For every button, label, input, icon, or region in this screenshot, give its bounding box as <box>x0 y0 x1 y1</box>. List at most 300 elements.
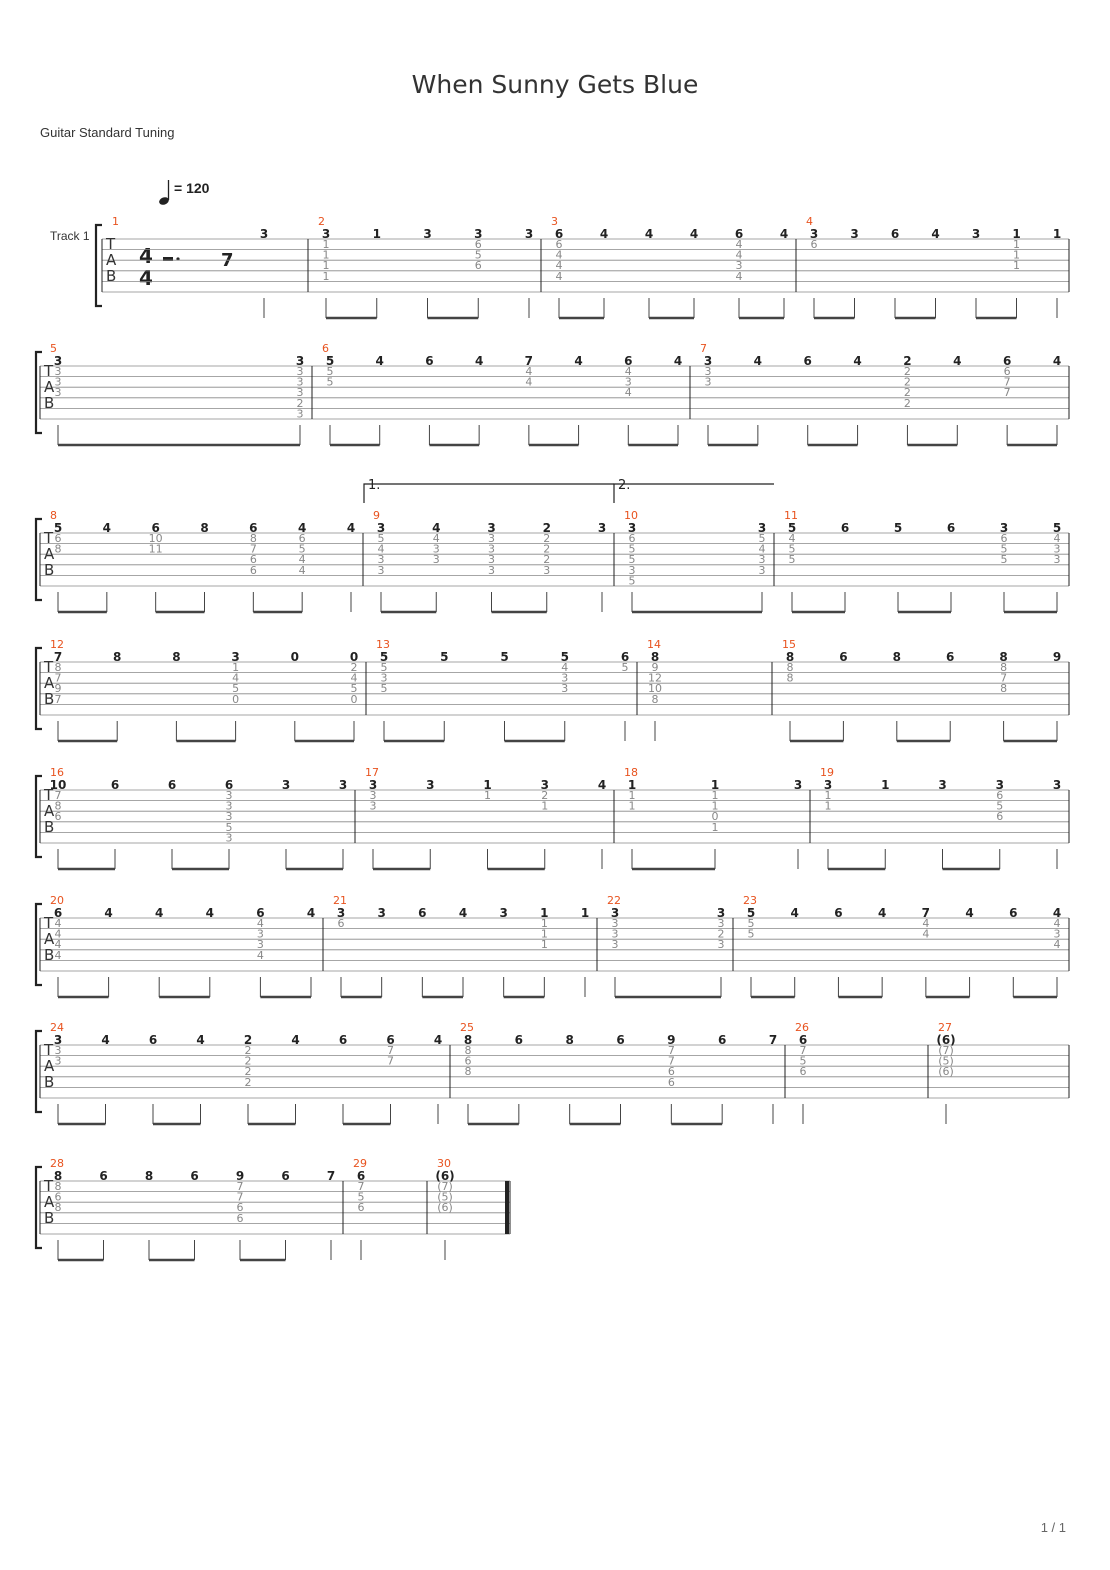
fret-number: 3 <box>369 799 377 813</box>
fret-number: 4 <box>555 269 563 283</box>
measure-number: 18 <box>624 766 638 779</box>
fret-number: 5 <box>232 682 240 696</box>
fret-number: 6 <box>256 906 265 920</box>
note-column <box>894 521 902 612</box>
fret-number: 5 <box>628 553 636 567</box>
time-signature-top: 4 <box>139 244 153 268</box>
fret-number: 7 <box>768 1033 778 1047</box>
fret-number: 8 <box>463 1033 473 1047</box>
fret-number: 7 <box>236 1190 244 1204</box>
fret-number: 3 <box>225 799 233 813</box>
note-column <box>965 906 973 997</box>
fret-number: 4 <box>735 269 743 283</box>
fret-number: 3 <box>338 778 348 792</box>
fret-number: 3 <box>259 227 269 241</box>
fret-number: 4 <box>953 354 962 368</box>
note-column <box>922 906 930 997</box>
note-column <box>369 778 377 869</box>
fret-number: 3 <box>850 227 859 241</box>
fret-number: 4 <box>525 365 533 378</box>
page-number: 1 / 1 <box>1040 1520 1066 1535</box>
note-column <box>464 1033 472 1124</box>
note-column <box>256 906 264 997</box>
fret-number: 4 <box>205 906 214 920</box>
measure-number: 17 <box>365 766 379 779</box>
fret-number: 3 <box>1052 778 1062 792</box>
fret-number: 4 <box>256 917 264 930</box>
fret-number: 0 <box>711 810 719 824</box>
fret-number: 4 <box>931 227 940 241</box>
fret-number: 1 <box>483 778 492 792</box>
systems-layer <box>36 215 1069 1260</box>
measure-number: 5 <box>50 342 57 355</box>
fret-number: 6 <box>734 227 744 241</box>
fret-number: 1 <box>881 778 890 792</box>
fret-number: 8 <box>565 1033 574 1047</box>
note-column <box>168 778 176 869</box>
fret-number: 5 <box>500 650 509 664</box>
note-column <box>103 521 111 612</box>
note-column <box>155 906 163 997</box>
note-column <box>804 354 812 445</box>
note-column <box>440 650 448 741</box>
fret-number: 6 <box>717 1033 727 1047</box>
fret-number: 8 <box>464 1065 472 1079</box>
note-column <box>999 650 1007 741</box>
fret-number: 6 <box>555 238 563 251</box>
fret-number: 7 <box>1003 375 1011 389</box>
fret-number: 1 <box>1012 227 1021 241</box>
fret-number: 4 <box>54 938 62 952</box>
fret-number: 7 <box>54 789 62 802</box>
measure-number: 4 <box>806 215 813 228</box>
measure-number: 6 <box>322 342 329 355</box>
fret-number: 4 <box>673 354 683 368</box>
fret-number: 5 <box>560 650 569 664</box>
fret-number: 5 <box>380 661 388 674</box>
note-column <box>565 1033 573 1124</box>
note-column <box>357 1169 365 1260</box>
fret-number: 4 <box>102 521 112 535</box>
fret-number: 4 <box>306 906 316 920</box>
fret-number: 5 <box>628 542 636 556</box>
tab-clef-letter: A <box>106 251 117 269</box>
fret-number: 5 <box>799 1054 807 1068</box>
fret-number: 6 <box>338 1033 348 1047</box>
fret-number: 7 <box>1003 386 1011 400</box>
fret-number: 8 <box>53 1169 63 1183</box>
fret-number: 10 <box>648 682 662 696</box>
note-column <box>598 521 606 612</box>
fret-number: 3 <box>225 831 233 845</box>
measure-number: 28 <box>50 1157 64 1170</box>
tab-clef-letter: T <box>44 1041 54 1059</box>
fret-number: 5 <box>628 574 636 588</box>
note-column <box>799 1033 807 1124</box>
note-column <box>624 354 632 445</box>
fret-number: 3 <box>432 542 440 556</box>
fret-number: 3 <box>488 532 495 545</box>
tab-clef-letter: T <box>44 1177 54 1195</box>
note-column <box>350 650 358 741</box>
note-column <box>282 778 290 869</box>
quarter-note-icon <box>158 180 170 206</box>
fret-number: 4 <box>375 354 384 368</box>
fret-number: 3 <box>256 938 264 952</box>
tab-clef-letter: B <box>44 1073 55 1091</box>
note-column <box>225 778 233 869</box>
fret-number: 4 <box>1052 906 1062 920</box>
measure-number: 10 <box>624 509 638 522</box>
tab-clef-letter: B <box>44 818 55 836</box>
note-column <box>645 227 653 318</box>
fret-number: 4 <box>232 671 240 685</box>
measure-number: 27 <box>938 1021 952 1034</box>
fret-number: 3 <box>53 1033 63 1047</box>
fret-number: 5 <box>325 354 335 368</box>
fret-number: 7 <box>667 1054 675 1068</box>
fret-number: 7 <box>249 542 257 556</box>
fret-number: (6) <box>435 1169 455 1183</box>
fret-number: 2 <box>903 375 911 389</box>
measure-number: 7 <box>700 342 707 355</box>
fret-number: 6 <box>624 354 633 368</box>
fret-number: 8 <box>650 650 660 664</box>
fret-number: 9 <box>1052 650 1062 664</box>
note-column <box>1053 650 1061 741</box>
fret-number: 3 <box>321 227 331 241</box>
fret-number: 4 <box>853 354 862 368</box>
fret-number: 3 <box>561 682 569 696</box>
fret-number: 7 <box>236 1180 244 1193</box>
fret-number: 3 <box>368 778 378 792</box>
fret-number: 3 <box>296 375 304 389</box>
fret-number: 2 <box>542 521 551 535</box>
fret-number: 4 <box>735 248 743 262</box>
fret-number: 4 <box>624 365 632 378</box>
fret-number: 8 <box>651 692 659 706</box>
note-column <box>540 906 548 997</box>
fret-number: 6 <box>840 521 850 535</box>
fret-number: (5) <box>938 1054 954 1068</box>
fret-number: 5 <box>379 650 389 664</box>
tuning-label: Guitar Standard Tuning <box>40 125 175 140</box>
fret-number: 1 <box>627 778 637 792</box>
system-brace <box>36 904 42 985</box>
note-column <box>149 1033 157 1124</box>
fret-number: 8 <box>464 1044 472 1057</box>
fret-number: 2 <box>296 396 304 410</box>
fret-number: 3 <box>377 553 385 567</box>
fret-number: 6 <box>616 1033 625 1047</box>
fret-number: 4 <box>54 948 62 962</box>
note-column <box>380 650 388 741</box>
fret-number: 1 <box>1013 238 1020 251</box>
fret-number: 3 <box>296 386 304 400</box>
tab-clef-letter: T <box>44 658 54 676</box>
note-column <box>824 778 832 869</box>
fret-number: 1 <box>824 799 832 813</box>
fret-number: 4 <box>1053 917 1061 930</box>
fret-number: 9 <box>667 1033 676 1047</box>
note-column <box>717 906 725 997</box>
fret-number: 0 <box>350 692 358 706</box>
fret-number: 1 <box>540 917 548 930</box>
tab-clef-letter: A <box>44 1057 55 1075</box>
volta-1-label: 1. <box>368 478 381 493</box>
fret-number: 6 <box>890 227 900 241</box>
note-column <box>418 906 426 997</box>
fret-number: 4 <box>297 521 307 535</box>
fret-number: 1 <box>540 906 549 920</box>
fret-number: 4 <box>350 671 358 685</box>
fret-number: 7 <box>326 1169 336 1183</box>
fret-number: 3 <box>474 227 483 241</box>
note-column <box>435 1169 454 1260</box>
tab-clef-letter: A <box>44 674 55 692</box>
fret-number: 8 <box>54 661 62 674</box>
measure-number: 13 <box>376 638 390 651</box>
note-column <box>621 650 629 741</box>
fret-number: 7 <box>921 906 931 920</box>
fret-number: 1 <box>711 799 719 813</box>
note-column <box>574 354 582 445</box>
fret-number: 3 <box>423 227 432 241</box>
fret-number: 6 <box>1009 906 1018 920</box>
fret-number: 5 <box>380 682 388 696</box>
track-label: Track 1 <box>50 229 90 243</box>
fret-number: 3 <box>54 386 62 400</box>
note-column <box>432 521 440 612</box>
fret-number: 9 <box>651 661 659 674</box>
tab-system <box>36 638 1069 741</box>
fret-number: 1 <box>711 820 719 834</box>
fret-number: 5 <box>893 521 903 535</box>
note-column <box>810 227 818 318</box>
fret-number: 3 <box>296 407 304 421</box>
fret-number: 7 <box>387 1044 394 1057</box>
fret-number: 3 <box>971 227 981 241</box>
fret-number: 6 <box>803 354 812 368</box>
note-column <box>377 521 385 612</box>
note-column <box>54 1169 62 1260</box>
fret-number: 0 <box>349 650 359 664</box>
fret-number: 1 <box>232 661 240 674</box>
note-column <box>541 778 549 869</box>
fret-number: 3 <box>54 1044 62 1057</box>
fret-number: 2 <box>903 354 912 368</box>
system-brace <box>36 776 42 857</box>
fret-number: 2 <box>350 661 358 674</box>
measure-number: 24 <box>50 1021 64 1034</box>
note-column <box>386 1033 394 1124</box>
fret-number: 1 <box>710 778 720 792</box>
fret-number: 5 <box>350 682 358 696</box>
fret-number: 6 <box>249 553 257 567</box>
system-brace <box>96 225 102 306</box>
fret-number: 3 <box>543 563 551 577</box>
fret-number: 6 <box>167 778 177 792</box>
fret-number: 4 <box>877 906 887 920</box>
note-column <box>260 227 268 318</box>
note-column <box>791 906 799 997</box>
fret-number: 6 <box>99 1169 108 1183</box>
fret-number: 3 <box>296 365 304 378</box>
note-column <box>425 354 433 445</box>
fret-number: 1 <box>1013 259 1020 273</box>
note-column <box>674 354 682 445</box>
fret-number: 6 <box>798 1033 808 1047</box>
fret-number: 2 <box>543 542 551 556</box>
note-column <box>947 521 955 612</box>
fret-number: 3 <box>757 521 767 535</box>
fret-number: 6 <box>236 1201 244 1215</box>
fret-number: 4 <box>689 227 699 241</box>
fret-number: 4 <box>525 375 533 389</box>
fret-number: 6 <box>620 650 630 664</box>
note-column <box>101 1033 109 1124</box>
measure-number: 12 <box>50 638 64 651</box>
fret-number: 4 <box>790 906 799 920</box>
fret-number: 3 <box>793 778 803 792</box>
fret-number: 6 <box>386 1033 395 1047</box>
fret-number: 1 <box>540 927 548 941</box>
fret-number: 9 <box>54 682 62 696</box>
note-column <box>769 1033 777 1124</box>
note-column <box>891 227 899 318</box>
fret-number: 3 <box>703 354 713 368</box>
note-column <box>946 650 954 741</box>
note-column <box>296 354 304 445</box>
fret-number: 1 <box>541 799 549 813</box>
fret-number: 3 <box>231 650 240 664</box>
note-column <box>322 227 330 318</box>
tab-clef-letter: T <box>44 529 54 547</box>
fret-number: 4 <box>555 248 563 262</box>
fret-number: 5 <box>758 532 766 545</box>
note-column <box>54 521 62 612</box>
fret-number: 0 <box>232 692 240 706</box>
fret-number: 6 <box>281 1169 290 1183</box>
tab-clef-letter: B <box>44 1209 55 1227</box>
fret-number: 6 <box>946 521 956 535</box>
fret-number: 8 <box>786 661 794 674</box>
fret-number: 3 <box>624 375 632 389</box>
fret-number: 3 <box>499 906 508 920</box>
note-column <box>788 521 796 612</box>
fret-number: 3 <box>488 563 495 577</box>
note-column <box>972 227 980 318</box>
note-column <box>206 906 214 997</box>
note-column <box>711 778 719 869</box>
system-brace <box>36 519 42 600</box>
fret-number: (5) <box>437 1190 453 1204</box>
volta-2-label: 2. <box>618 478 631 493</box>
note-column <box>347 521 355 612</box>
fret-number: 6 <box>474 238 482 251</box>
fret-number: 4 <box>433 1033 443 1047</box>
fret-number: 2 <box>903 365 911 378</box>
fret-number: 5 <box>474 248 482 262</box>
note-column <box>1053 778 1061 869</box>
fret-number: 4 <box>597 778 607 792</box>
fret-number: 8 <box>785 650 795 664</box>
note-column <box>853 354 861 445</box>
note-column <box>145 1169 153 1260</box>
fret-number: 6 <box>839 650 848 664</box>
measure-number: 9 <box>373 509 380 522</box>
tab-clef-letter: B <box>44 561 55 579</box>
note-column <box>667 1033 675 1124</box>
fret-number: (6) <box>938 1065 954 1079</box>
note-column <box>298 521 306 612</box>
fret-number: 6 <box>148 1033 158 1047</box>
note-column <box>758 521 766 612</box>
fret-number: 3 <box>611 917 619 930</box>
fret-number: 3 <box>488 542 495 556</box>
note-column <box>54 650 62 741</box>
fret-number: 6 <box>996 789 1004 802</box>
fret-number: 1 <box>628 799 636 813</box>
note-column <box>598 778 606 869</box>
fret-number: 2 <box>244 1054 252 1068</box>
tab-system <box>36 1157 510 1260</box>
note-column <box>434 1033 442 1124</box>
fret-number: 8 <box>892 650 901 664</box>
system-brace <box>36 1167 42 1248</box>
fret-number: 7 <box>54 671 62 685</box>
measure-number: 3 <box>551 215 558 228</box>
fret-number: 2 <box>903 396 911 410</box>
tab-clef-letter: B <box>106 267 117 285</box>
system-brace <box>36 352 42 433</box>
fret-number: 8 <box>172 650 181 664</box>
note-column <box>839 650 847 741</box>
note-column <box>525 354 533 445</box>
fret-number: 12 <box>648 671 662 685</box>
fret-number: 4 <box>291 1033 300 1047</box>
note-column <box>326 354 334 445</box>
note-column <box>747 906 755 997</box>
note-column <box>1053 354 1061 445</box>
fret-number: 3 <box>256 927 264 941</box>
fret-number: 3 <box>281 778 291 792</box>
tab-clef-letter: A <box>44 378 55 396</box>
fret-number: 6 <box>190 1169 199 1183</box>
fret-number: 1 <box>322 259 330 273</box>
note-column <box>281 1169 289 1260</box>
fret-number: 6 <box>54 532 62 545</box>
fret-number: 7 <box>1000 671 1008 685</box>
tab-system <box>96 215 1069 318</box>
measure-number: 8 <box>50 509 57 522</box>
fret-number: 4 <box>965 906 974 920</box>
note-column <box>1003 354 1011 445</box>
note-column <box>200 521 208 612</box>
fret-number: 5 <box>1052 521 1062 535</box>
note-column <box>339 778 347 869</box>
fret-number: 3 <box>704 365 712 378</box>
note-column <box>903 354 911 445</box>
note-column <box>953 354 961 445</box>
note-column <box>515 1033 523 1124</box>
fret-number: 2 <box>543 553 551 567</box>
fret-number: 3 <box>758 563 766 577</box>
fret-number: 6 <box>425 354 434 368</box>
fret-number: 3 <box>716 906 726 920</box>
fret-number: 6 <box>514 1033 524 1047</box>
fret-number: 4 <box>196 1033 205 1047</box>
